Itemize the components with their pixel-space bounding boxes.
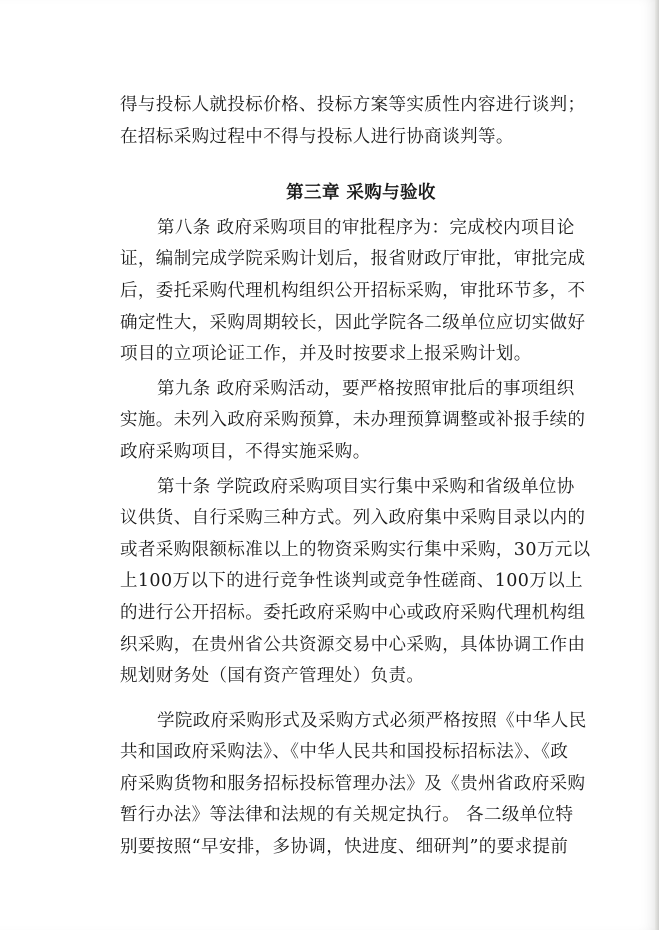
text-line: 第九条 政府采购活动，要严格按照审批后的事项组织 — [157, 378, 575, 399]
text-line: 第十条 学院政府采购项目实行集中采购和省级单位协 — [157, 476, 575, 497]
text-line: 织采购，在贵州省公共资源交易中心采购，具体协调工作由 — [120, 634, 586, 655]
article-8 — [120, 213, 590, 371]
article-9 — [120, 374, 590, 469]
text-line: 在招标采购过程中不得与投标人进行协商谈判等。 — [120, 126, 514, 147]
text-line: 议供货、自行采购三种方式。列入政府集中采购目录以内的 — [120, 508, 586, 529]
chapter-title: 第三章 采购与验收 — [286, 183, 436, 204]
text-line: 的进行公开招标。委托政府采购中心或政府采购代理机构组 — [120, 602, 586, 623]
text-line: 共和国政府采购法》、《中华人民共和国投标招标法》、《政 — [120, 742, 569, 763]
text-line: 暂行办法》等法律和法规的有关规定执行。 各二级单位特 — [120, 805, 574, 826]
paragraph-procurement-forms — [120, 706, 590, 864]
text-line: 证，编制完成学院采购计划后，报省财政厅审批，审批完成 — [120, 249, 586, 270]
text-line: 政府采购项目，不得实施采购。 — [120, 441, 371, 462]
text-line: 府采购货物和服务招标投标管理办法》及《贵州省政府采购 — [120, 773, 586, 794]
text-line: 项目的立项论证工作，并及时按要求上报采购计划。 — [120, 344, 532, 365]
text-line: 实施。未列入政府采购预算，未办理预算调整或补报手续的 — [120, 410, 586, 431]
page-edge-shadow — [655, 0, 659, 930]
article-10 — [120, 472, 590, 693]
text-line: 别要按照“早安排，多协调，快进度、细研判”的要求提前 — [120, 837, 569, 858]
text-line: 或者采购限额标准以上的物资采购实行集中采购，30万元以 — [120, 539, 591, 560]
text-line: 确定性大，采购周期较长，因此学院各二级单位应切实做好 — [120, 312, 586, 333]
text-line: 学院政府采购形式及采购方式必须严格按照《中华人民 — [157, 710, 587, 731]
text-line: 第八条 政府采购项目的审批程序为：完成校内项目论 — [157, 217, 575, 238]
top-paragraph — [120, 90, 590, 153]
text-line: 上100万以下的进行竞争性谈判或竞争性磋商、100万以上 — [120, 571, 584, 592]
text-line: 得与投标人就投标价格、投标方案等实质性内容进行谈判； — [120, 95, 586, 115]
document-body — [120, 90, 590, 864]
text-line: 规划财务处（国有资产管理处）负责。 — [120, 666, 425, 687]
text-line: 后，委托采购代理机构组织公开招标采购，审批环节多，不 — [120, 280, 586, 301]
